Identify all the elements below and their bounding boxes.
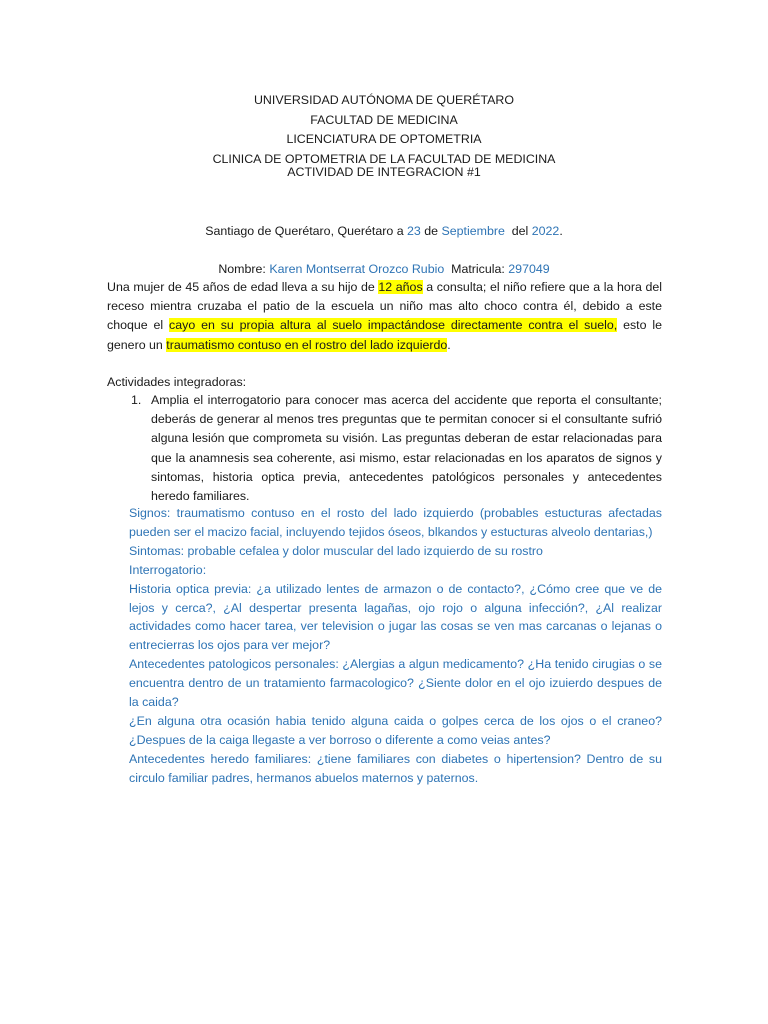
answer-sintomas: Sintomas: probable cefalea y dolor muscular del lado izquierdo de su rostro	[129, 543, 543, 558]
list-item-text: Amplia el interrogatorio para conocer mas acerca del accidente que reporta el consultante; deberás de generar al menos tres preguntas que te permitan conocer si el consultante sufrió alguna lesión que comprometa su visión. Las preguntas deberan de estar relacionadas para que la anamnesis sea coherente, asi mismo, estar relacionadas en los aparatos de signos y sintomas, historia optica previa, antecedentes patológicos personales y antecedentes heredo familiares.	[151, 393, 662, 504]
answer-interrogatorio: Interrogatorio:	[129, 562, 207, 577]
degree-name: LICENCIATURA DE OPTOMETRIA	[286, 132, 482, 146]
answer-historia-optica: Historia optica previa: ¿a utilizado lentes de armazon o de contacto?, ¿Cómo cree que ve de lejos y cerca?, ¿Al despertar presenta lagañas, ojo rojo o alguna infección?, ¿Al realizar actividades como hacer tarea, ver television o jugar las cosas se ven mas carcanas o lejanas o entrecierras los ojos para ver mejor?	[129, 581, 662, 653]
date-line	[0, 222, 768, 241]
list-number: 1.	[131, 393, 142, 407]
matricula-value: 297049	[508, 262, 550, 276]
clinic-name: CLINICA DE OPTOMETRIA DE LA FACULTAD DE MEDICINA	[212, 151, 556, 166]
date-de: de	[420, 224, 442, 238]
name-line	[0, 260, 768, 279]
faculty-name: FACULTAD DE MEDICINA	[310, 112, 458, 127]
case-text-2: a consulta; el niño refiere que a la hora del receso mientra cruzaba el patio de la escuela un niño mas alto choco contra él, debido a este choque el	[107, 280, 662, 333]
case-text-3: esto le genero un	[107, 318, 662, 352]
case-description	[107, 278, 662, 355]
activity-title: ACTIVIDAD DE INTEGRACION #1	[287, 165, 481, 179]
student-name: Karen Montserrat Orozco Rubio	[269, 262, 445, 276]
activity-list-item	[131, 391, 662, 506]
case-highlight-trauma: traumatismo contuso en el rostro del lado izquierdo	[166, 337, 448, 352]
document-header	[0, 91, 768, 169]
answers-block	[129, 504, 662, 788]
case-highlight-fall: cayo en su propia altura al suelo impactándose directamente contra el suelo,	[169, 318, 618, 333]
date-month: Septiembre	[441, 224, 505, 238]
case-text-4: .	[447, 337, 451, 352]
date-day: 23	[407, 224, 421, 238]
date-year: 2022	[531, 224, 560, 238]
answer-antecedentes-patologicos: Antecedentes patologicos personales: ¿Alergias a algun medicamento? ¿Ha tenido cirugias o se encuentra dentro de un tratamiento farmacologico? ¿Siente dolor en el ojo izuierdo despues de la caida?	[129, 657, 662, 710]
activities-label: Actividades integradoras:	[107, 375, 247, 389]
answer-heredo-familiares: Antecedentes heredo familiares: ¿tiene familiares con diabetes o hipertension? Dentro de su circulo familiar padres, hermanos abuelos maternos y paternos.	[129, 751, 662, 785]
case-text-1: Una mujer de 45 años de edad lleva a su hijo de	[107, 280, 379, 294]
date-end: .	[559, 224, 563, 238]
answer-signos: Signos: traumatismo contuso en el rosto del lado izquierdo (probables estucturas afectadas pueden ser el macizo facial, incluyendo tejidos óseos, blkandos y estucturas alveolo dentarias,)	[129, 506, 662, 539]
university-name: UNIVERSIDAD AUTÓNOMA DE QUERÉTARO	[253, 93, 514, 107]
name-label: Nombre:	[218, 262, 270, 276]
case-highlight-age: 12 años	[378, 280, 423, 294]
matricula-label: Matricula:	[444, 262, 509, 276]
date-prefix: Santiago de Querétaro, Querétaro a	[205, 224, 408, 238]
answer-caida-previa: ¿En alguna otra ocasión habia tenido alguna caida o golpes cerca de los ojos o el craneo? ¿Despues de la caiga llegaste a ver borroso o diferente a como veias antes?	[129, 713, 662, 747]
date-del: del	[504, 224, 532, 238]
